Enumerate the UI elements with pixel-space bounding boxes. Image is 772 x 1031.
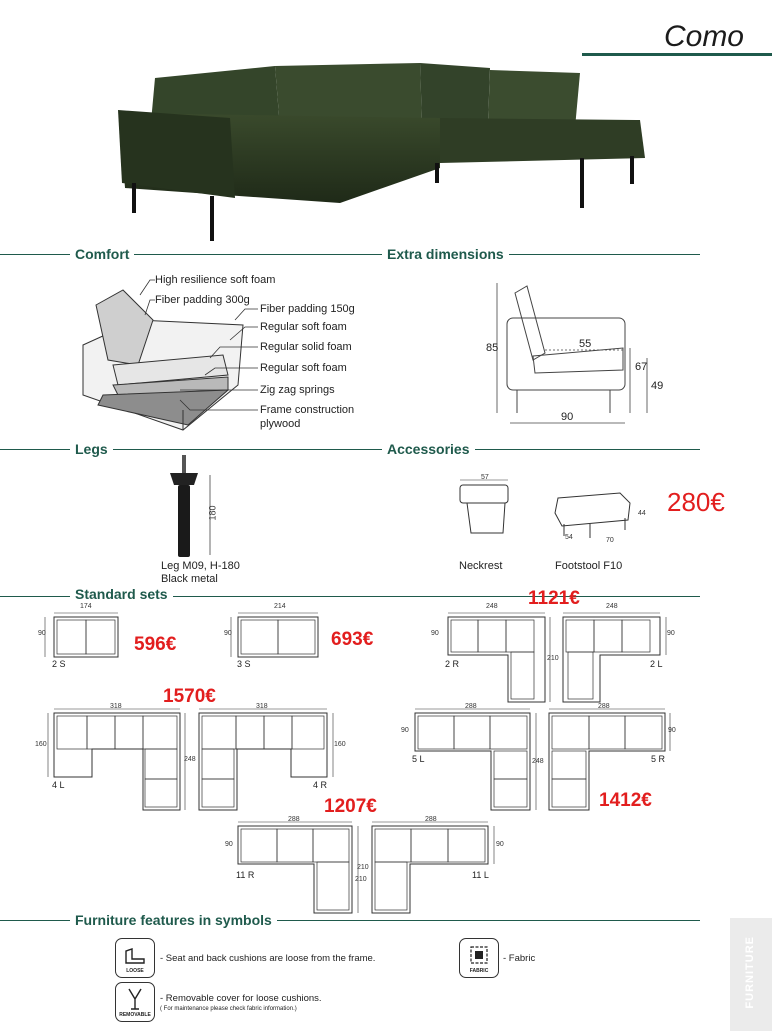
set-5r-name: 5 R xyxy=(651,754,666,764)
removable-badge: REMOVABLE xyxy=(119,1012,151,1018)
comfort-layer-label: High resilience soft foam xyxy=(155,274,276,286)
set-2s-drawing xyxy=(42,610,122,658)
footstool-dim-width: 70 xyxy=(606,537,614,544)
comfort-leader-lines xyxy=(120,280,265,430)
set-4l-height: 248 xyxy=(184,756,196,763)
footstool-label: Footstool F10 xyxy=(555,560,623,572)
comfort-layer-label: Frame construction xyxy=(260,404,355,416)
set-2r-height: 210 xyxy=(547,655,559,662)
set-4r-depth: 160 xyxy=(334,741,346,748)
set-11-price: 1207€ xyxy=(324,796,377,817)
set-corner-price: 1121€ xyxy=(528,588,580,609)
set-2r-name: 2 R xyxy=(445,659,460,669)
page-title: Como xyxy=(663,20,744,53)
set-5-price: 1412€ xyxy=(599,790,652,811)
footstool-dim-height: 44 xyxy=(638,510,646,517)
footstool-drawing xyxy=(550,488,640,543)
section-heading-features: Furniture features in symbols xyxy=(70,912,277,928)
set-2s-name: 2 S xyxy=(52,659,66,669)
side-tab xyxy=(730,918,772,1031)
sofa-photo xyxy=(110,58,650,248)
leg-name: Leg M09, H-180 xyxy=(161,560,240,572)
set-2l-width: 248 xyxy=(606,603,618,610)
set-11l-height: 210 xyxy=(355,876,367,883)
set-2r-width: 248 xyxy=(486,603,498,610)
leg-material: Black metal xyxy=(161,573,218,585)
set-5l-width: 288 xyxy=(465,703,477,710)
set-2s-depth: 90 xyxy=(38,630,46,637)
extra-dimensions-drawing xyxy=(485,278,675,428)
set-3s-price: 693€ xyxy=(331,629,374,650)
set-11l-name: 11 L xyxy=(472,870,489,880)
section-heading-comfort: Comfort xyxy=(70,246,134,262)
comfort-layer-label: Fiber padding 150g xyxy=(260,303,355,315)
set-3s-width: 214 xyxy=(274,603,286,610)
set-2l-name: 2 L xyxy=(650,659,663,669)
loose-icon xyxy=(115,938,155,978)
comfort-layer-label: Regular soft foam xyxy=(260,362,347,374)
set-11r-height: 210 xyxy=(357,864,369,871)
set-5l-height: 248 xyxy=(532,758,544,765)
side-tab-label: FURNITURE xyxy=(744,936,756,1009)
set-11r-width: 288 xyxy=(288,816,300,823)
section-heading-standard-sets: Standard sets xyxy=(70,586,173,602)
set-3s-name: 3 S xyxy=(237,659,251,669)
set-4-price: 1570€ xyxy=(163,686,216,707)
set-2s-price: 596€ xyxy=(134,634,177,655)
set-3s-drawing xyxy=(228,610,323,658)
section-heading-legs: Legs xyxy=(70,441,113,457)
fabric-icon xyxy=(459,938,499,978)
neckrest-drawing xyxy=(455,475,515,540)
set-2r-depth: 90 xyxy=(431,630,439,637)
dim-depth: 55 xyxy=(579,338,592,350)
set-11r-depth: 90 xyxy=(225,841,233,848)
leg-dim: 180 xyxy=(207,505,218,521)
leg-drawing xyxy=(160,455,230,560)
set-11l-depth: 90 xyxy=(496,841,504,848)
loose-badge: LOOSE xyxy=(126,968,144,974)
comfort-layer-label: Zig zag springs xyxy=(260,384,335,396)
title-underline xyxy=(582,53,772,56)
set-2l-drawing xyxy=(560,610,670,705)
footstool-price: 280€ xyxy=(667,487,725,517)
set-4l-width: 318 xyxy=(110,703,122,710)
set-11l-drawing xyxy=(368,818,498,918)
set-4l-drawing xyxy=(40,705,190,815)
footstool-dim-depth: 54 xyxy=(565,534,573,541)
set-4r-width: 318 xyxy=(256,703,268,710)
dim-width: 90 xyxy=(561,411,574,423)
dim-seat-height: 49 xyxy=(651,380,664,392)
dim-seat-back: 67 xyxy=(635,361,648,373)
removable-note: ( For maintenance please check fabric information.) xyxy=(160,1006,297,1012)
comfort-layer-label: Regular solid foam xyxy=(260,341,352,353)
removable-text: - Removable cover for loose cushions. xyxy=(160,993,322,1004)
set-4l-depth: 160 xyxy=(35,741,47,748)
comfort-layer-label: Fiber padding 300g xyxy=(155,294,250,306)
comfort-layer-label: plywood xyxy=(260,418,301,430)
set-4l-name: 4 L xyxy=(52,780,65,790)
set-5l-drawing xyxy=(405,705,545,815)
set-11r-name: 11 R xyxy=(236,870,255,880)
section-heading-accessories: Accessories xyxy=(382,441,475,457)
set-5l-depth: 90 xyxy=(401,727,409,734)
fabric-text: - Fabric xyxy=(503,953,536,964)
set-4r-name: 4 R xyxy=(313,780,328,790)
set-2s-width: 174 xyxy=(80,603,92,610)
neckrest-label: Neckrest xyxy=(459,560,503,572)
set-5l-name: 5 L xyxy=(412,754,425,764)
set-5r-width: 288 xyxy=(598,703,610,710)
neckrest-dim: 57 xyxy=(481,474,489,481)
dim-height: 85 xyxy=(486,342,499,354)
fabric-badge: FABRIC xyxy=(469,968,489,974)
set-11l-width: 288 xyxy=(425,816,437,823)
set-11r-drawing xyxy=(230,818,365,918)
set-3s-depth: 90 xyxy=(224,630,232,637)
loose-text: - Seat and back cushions are loose from the frame. xyxy=(160,953,376,964)
set-5r-depth: 90 xyxy=(668,727,676,734)
set-2r-drawing xyxy=(440,610,555,705)
removable-cover-icon xyxy=(115,982,155,1022)
comfort-layer-label: Regular soft foam xyxy=(260,321,347,333)
set-4r-drawing xyxy=(195,705,345,815)
set-2l-depth: 90 xyxy=(667,630,675,637)
section-heading-extra-dimensions: Extra dimensions xyxy=(382,246,509,262)
